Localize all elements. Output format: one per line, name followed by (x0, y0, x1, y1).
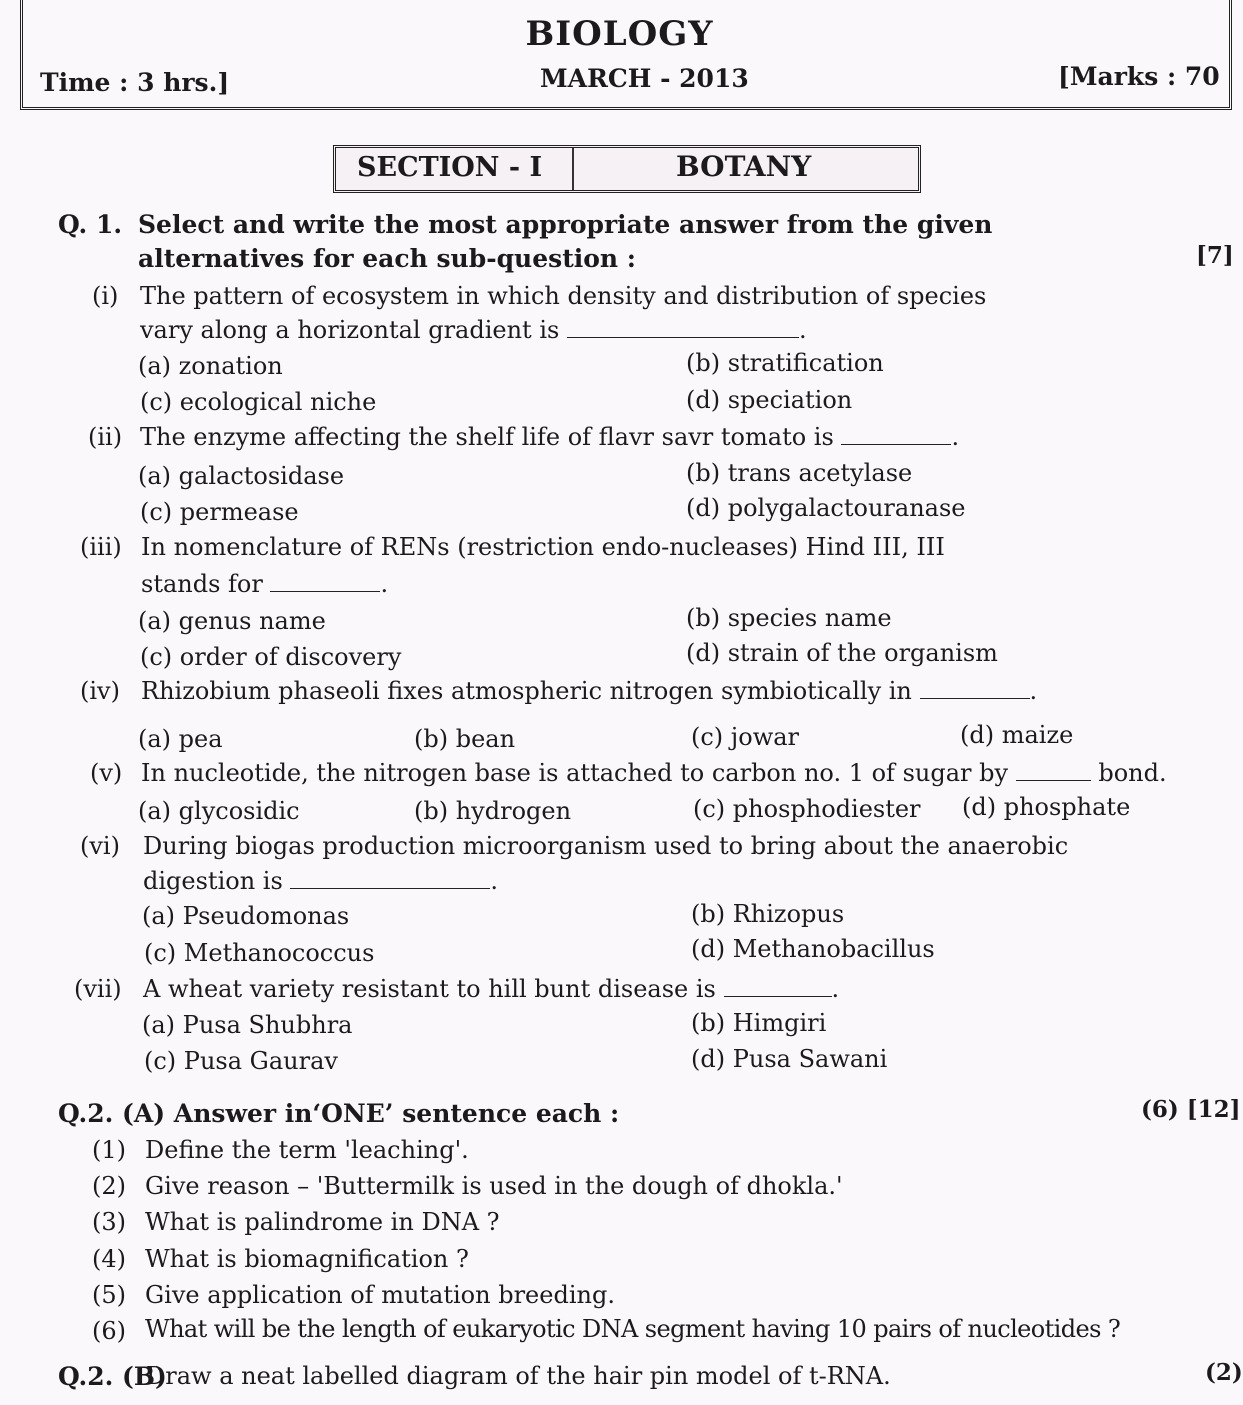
q1-number: Q. 1. (58, 210, 123, 239)
q1-i-option-d: (d) speciation (686, 386, 853, 414)
q1-vi-line1: During biogas production microorganism used to bring about the anaerobic (143, 832, 1069, 860)
answer-blank (841, 424, 951, 445)
answer-blank (567, 317, 799, 338)
q1-v-option-c: (c) phosphodiester (693, 795, 921, 823)
q2a-3-text: What is palindrome in DNA ? (145, 1208, 500, 1236)
q1-marks: [7] (1196, 242, 1234, 269)
q1-iii-option-b: (b) species name (686, 604, 892, 632)
q2b-text: Draw a neat labelled diagram of the hair pin model of t-RNA. (146, 1362, 891, 1390)
q2b-marks: (2) (1205, 1359, 1243, 1386)
exam-date: MARCH - 2013 (540, 64, 749, 93)
answer-blank (290, 868, 490, 889)
q1-iii-line1: In nomenclature of RENs (restriction endo-nucleases) Hind III, III (141, 533, 945, 561)
q1-v-option-a: (a) glycosidic (138, 797, 300, 825)
q1-iv-option-d: (d) maize (960, 721, 1074, 749)
q1-vii-option-a: (a) Pusa Shubhra (142, 1011, 353, 1039)
q1-iv-line1: Rhizobium phaseoli fixes atmospheric nitrogen symbiotically in . (141, 677, 1038, 705)
q1-vii-option-c: (c) Pusa Gaurav (144, 1047, 338, 1075)
q1-i-line2: vary along a horizontal gradient is . (140, 316, 807, 344)
q1-instruction-line2: alternatives for each sub-question : (138, 244, 637, 273)
q1-iii-line2: stands for . (141, 570, 389, 598)
q1-ii-option-c: (c) permease (140, 498, 299, 526)
time-label: Time : 3 hrs.] (40, 68, 230, 97)
q1-iii-number: (iii) (80, 533, 122, 561)
section-label: SECTION - I (357, 152, 543, 183)
q1-ii-line1: The enzyme affecting the shelf life of flavr savr tomato is . (140, 423, 960, 451)
answer-blank (1016, 760, 1091, 781)
q2a-6-text: What will be the length of eukaryotic DNA segment having 10 pairs of nucleotides ? (145, 1315, 1121, 1343)
q1-vii-number: (vii) (74, 975, 122, 1003)
q1-vii-option-b: (b) Himgiri (691, 1009, 827, 1037)
q1-v-number: (v) (90, 759, 123, 787)
q2a-5-text: Give application of mutation breeding. (145, 1281, 615, 1309)
q2a-6-number: (6) (92, 1317, 126, 1345)
q1-instruction-line1: Select and write the most appropriate answer from the given (138, 210, 993, 239)
q1-iii-option-a: (a) genus name (138, 607, 326, 635)
q1-i-option-b: (b) stratification (686, 349, 884, 377)
q1-v-option-b: (b) hydrogen (414, 797, 572, 825)
q2a-4-text: What is biomagnification ? (145, 1245, 469, 1273)
section-subject: BOTANY (676, 150, 812, 183)
q1-vi-line2: digestion is . (143, 867, 499, 895)
q1-iv-option-a: (a) pea (138, 725, 223, 753)
q1-vii-option-d: (d) Pusa Sawani (691, 1045, 888, 1073)
q1-ii-option-a: (a) galactosidase (138, 462, 345, 490)
q2a-1-text: Define the term 'leaching'. (145, 1136, 469, 1164)
q2a-1-number: (1) (92, 1136, 126, 1164)
q1-i-number: (i) (92, 282, 119, 310)
page-title: BIOLOGY (525, 14, 714, 54)
q1-vi-option-d: (d) Methanobacillus (691, 935, 935, 963)
q1-iv-option-c: (c) jowar (691, 723, 800, 751)
total-marks: [Marks : 70 (1058, 62, 1220, 91)
q1-ii-option-b: (b) trans acetylase (686, 459, 913, 487)
q1-i-line1: The pattern of ecosystem in which density and distribution of species (140, 282, 987, 310)
q2a-marks: (6) [12] (1141, 1096, 1241, 1123)
q1-ii-number: (ii) (88, 423, 123, 451)
answer-blank (270, 571, 380, 592)
q1-vi-option-b: (b) Rhizopus (691, 900, 845, 928)
answer-blank (920, 678, 1030, 699)
q2a-3-number: (3) (92, 1208, 126, 1236)
q2a-5-number: (5) (92, 1281, 126, 1309)
q1-ii-option-d: (d) polygalactouranase (686, 494, 966, 522)
q1-v-line1: In nucleotide, the nitrogen base is attached to carbon no. 1 of sugar by bond. (141, 759, 1167, 787)
q1-i-option-c: (c) ecological niche (140, 388, 377, 416)
q1-iv-number: (iv) (80, 677, 120, 705)
q1-vi-option-c: (c) Methanococcus (144, 939, 375, 967)
q1-i-option-a: (a) zonation (138, 352, 283, 380)
q1-vii-line1: A wheat variety resistant to hill bunt disease is . (143, 975, 840, 1003)
q2a-2-number: (2) (92, 1172, 126, 1200)
q2b-heading: Q.2. (B) (58, 1362, 167, 1391)
q2a-heading: Q.2. (A) Answer in‘ONE’ sentence each : (58, 1099, 620, 1128)
q1-vi-number: (vi) (80, 832, 120, 860)
q1-v-option-d: (d) phosphate (962, 793, 1131, 821)
answer-blank (724, 976, 832, 997)
q2a-2-text: Give reason – 'Buttermilk is used in the dough of dhokla.' (145, 1172, 843, 1200)
q1-iii-option-d: (d) strain of the organism (686, 639, 998, 667)
q1-iv-option-b: (b) bean (414, 725, 516, 753)
q1-iii-option-c: (c) order of discovery (140, 643, 402, 671)
q2a-4-number: (4) (92, 1245, 126, 1273)
section-divider (572, 148, 574, 190)
q1-vi-option-a: (a) Pseudomonas (142, 902, 350, 930)
